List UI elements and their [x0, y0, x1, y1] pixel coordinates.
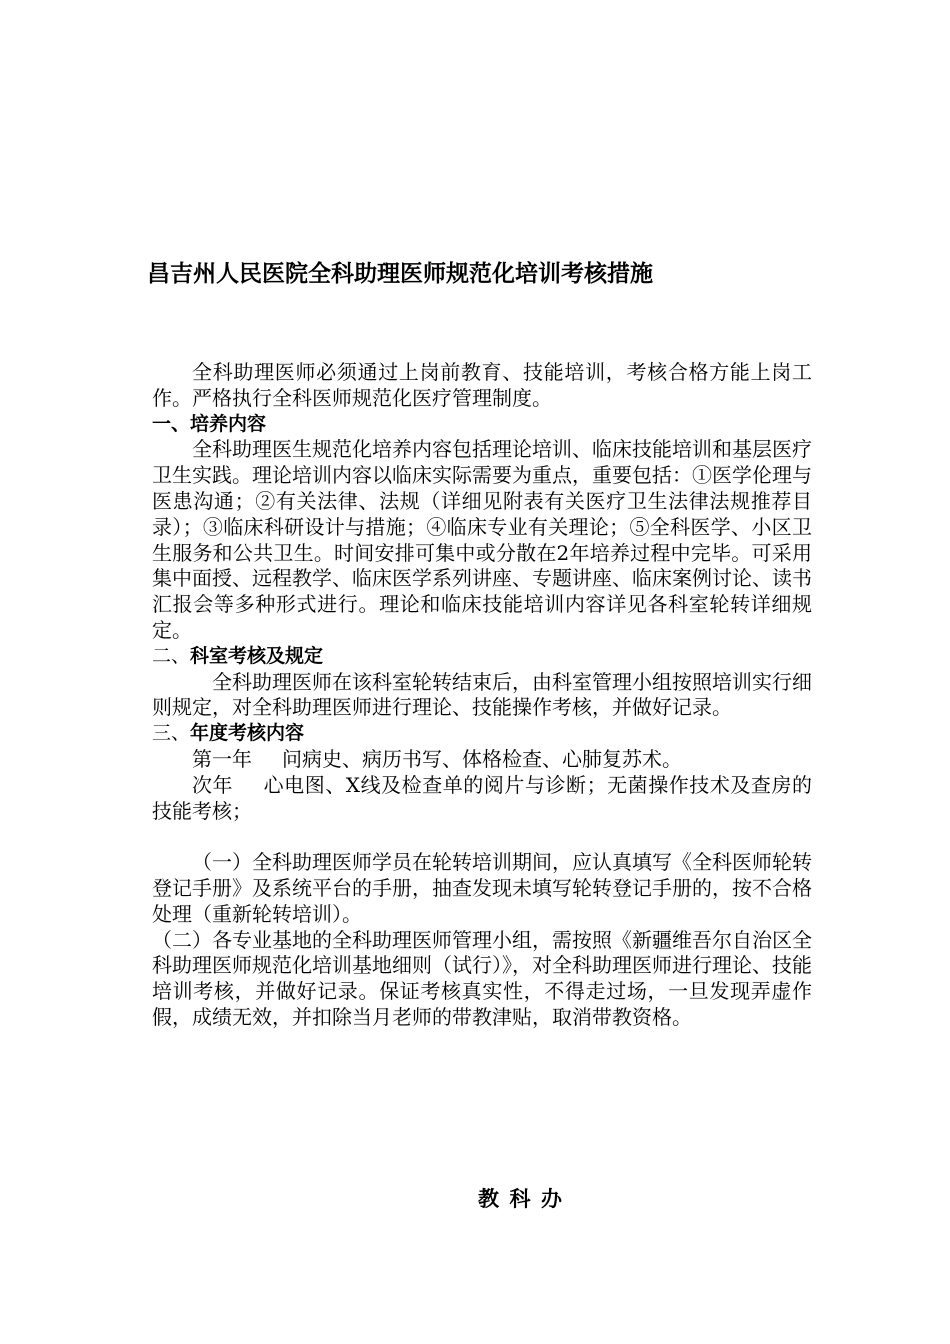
document-title: 昌吉州人民医院全科助理医师规范化培训考核措施 — [147, 261, 653, 287]
note2-paragraph: （二）各专业基地的全科助理医师管理小组，需按照《新疆维吾尔自治区全科助理医师规范化培训基地细则（试行）》，对全科助理医师进行理论、技能培训考核，并做好记录。保证考核真实性，不得走过场，一旦发现弄虚作假，成绩无效，并扣除当月老师的带教津贴，取消带教资格。 — [152, 927, 812, 1029]
note1-paragraph: （一）全科助理医师学员在轮转培训期间，应认真填写《全科医师轮转登记手册》及系统平台的手册，抽查发现未填写轮转登记手册的，按不合格处理（重新轮转培训）。 — [152, 850, 812, 926]
signature-department: 教科办 — [478, 1187, 573, 1211]
blank-line — [152, 824, 812, 850]
section3-heading — [152, 721, 812, 747]
section3-number: 三、 — [152, 722, 191, 745]
section2-number: 二、 — [152, 644, 191, 667]
section2-heading-text: 科室考核及规定 — [190, 644, 324, 667]
year1-content: 问病史、病历书写、体格检查、心肺复苏术。 — [282, 746, 682, 771]
intro-paragraph: 全科助理医师必须通过上岗前教育、技能培训，考核合格方能上岗工作。严格执行全科医师规范化医疗管理制度。 — [152, 360, 812, 410]
section2-heading — [152, 644, 812, 670]
document-body — [152, 360, 812, 1031]
year1-label: 第一年 — [192, 746, 252, 771]
year2-label: 次年 — [192, 772, 234, 797]
section1-heading: 一、培养内容 — [152, 412, 267, 435]
section3-heading-text: 年度考核内容 — [190, 722, 305, 745]
year2-line — [152, 773, 812, 825]
section1-paragraph: 全科助理医生规范化培养内容包括理论培训、临床技能培训和基层医疗卫生实践。理论培训内容以临床实际需要为重点，重要包括：①医学伦理与医患沟通；②有关法律、法规（详细见附表有关医疗卫生法律法规推荐目录）；③临床科研设计与措施；④临床专业有关理论；⑤全科医学、小区卫生服务和公共卫生。时间安排可集中或分散在2年培养过程中完毕。可采用集中面授、远程教学、临床医学系列讲座、专题讲座、临床案例讨论、读书汇报会等多种形式进行。理论和临床技能培训内容详见各科室轮转详细规定。 — [152, 437, 812, 642]
section2-paragraph: 全科助理医师在该科室轮转结束后，由科室管理小组按照培训实行细则规定，对全科助理医师进行理论、技能操作考核，并做好记录。 — [152, 669, 812, 720]
year2-content: 心电图、X线及检查单的阅片与诊断；无菌操作技术及查房的技能考核； — [152, 772, 812, 823]
year1-line — [152, 747, 812, 773]
